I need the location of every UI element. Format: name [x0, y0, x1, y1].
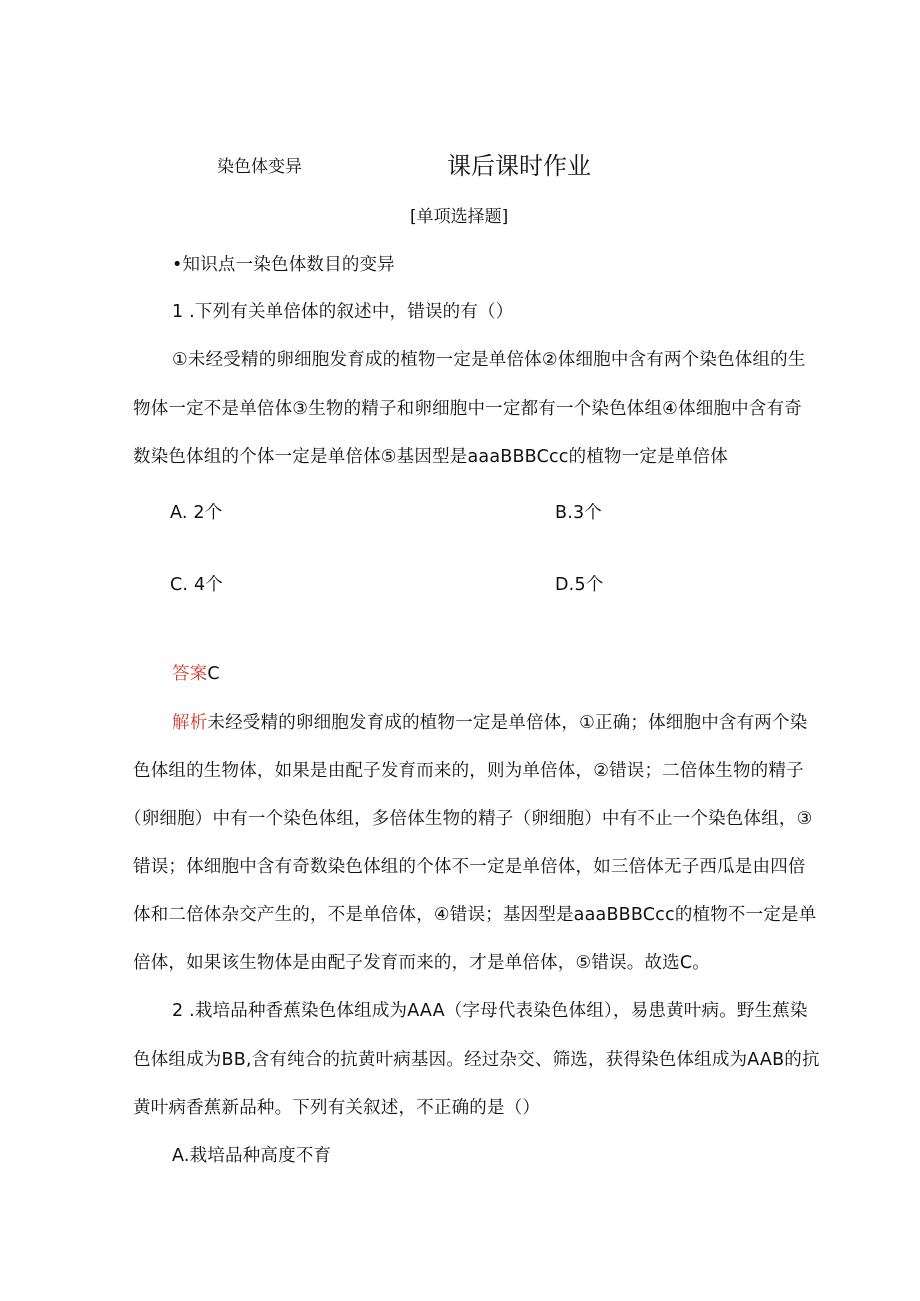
question-2-stem-line: 黄叶病香蕉新品种。下列有关叙述，不正确的是（）	[133, 1098, 541, 1118]
page-title: 课后课时作业	[447, 152, 591, 180]
section-heading: [单项选择题]	[410, 207, 509, 227]
answer	[172, 660, 220, 685]
analysis-line: 倍体，如果该生物体是由配子发育而来的，才是单倍体，⑤错误。故选C。	[133, 953, 711, 973]
knowledge-point-heading: •知识点一染色体数目的变异	[172, 255, 395, 275]
option-a: A. 2个	[170, 503, 223, 523]
question-2-option-a: A.栽培品种高度不育	[172, 1146, 332, 1166]
analysis-text: 未经受精的卵细胞发育成的植物一定是单倍体，①正确；体细胞中含有两个染	[207, 713, 808, 733]
question-1-statement-line: 物体一定不是单倍体③生物的精子和卵细胞中一定都有一个染色体组④体细胞中含有奇	[133, 399, 802, 419]
answer-value: C	[207, 664, 220, 684]
question-1-stem: 1 .下列有关单倍体的叙述中，错误的有（）	[172, 302, 514, 322]
analysis-line: 体和二倍体杂交产生的，不是单倍体，④错误；基因型是aaaBBBCcc的植物不一定是单	[133, 905, 817, 925]
option-d: D.5个	[555, 575, 604, 595]
question-2-stem-line: 色体组成为BB,含有纯合的抗黄叶病基因。经过杂交、筛选，获得染色体组成为AAB的抗	[133, 1050, 820, 1070]
analysis-line: （卵细胞）中有一个染色体组，多倍体生物的精子（卵细胞）中有不止一个染色体组，③	[124, 809, 813, 829]
analysis-label: 解析	[172, 713, 208, 733]
question-1-statement-line: ①未经受精的卵细胞发育成的植物一定是单倍体②体细胞中含有两个染色体组的生	[172, 350, 806, 370]
question-1-statement-line: 数染色体组的个体一定是单倍体⑤基因型是aaaBBBCcc的植物一定是单倍体	[133, 447, 728, 467]
option-b: B.3个	[555, 503, 603, 523]
answer-label: 答案	[172, 664, 208, 684]
analysis-line: 色体组的生物体，如果是由配子发育而来的，则为单倍体，②错误；二倍体生物的精子	[133, 761, 804, 781]
analysis-line: 错误；体细胞中含有奇数染色体组的个体不一定是单倍体，如三倍体无子西瓜是由四倍	[133, 857, 806, 877]
analysis-first-line	[172, 709, 807, 734]
question-2-stem-line: 2 .栽培品种香蕉染色体组成为AAA（字母代表染色体组），易患黄叶病。野生蕉染	[172, 1001, 808, 1021]
option-c: C. 4个	[170, 575, 223, 595]
chapter-label: 染色体变异	[217, 157, 302, 177]
